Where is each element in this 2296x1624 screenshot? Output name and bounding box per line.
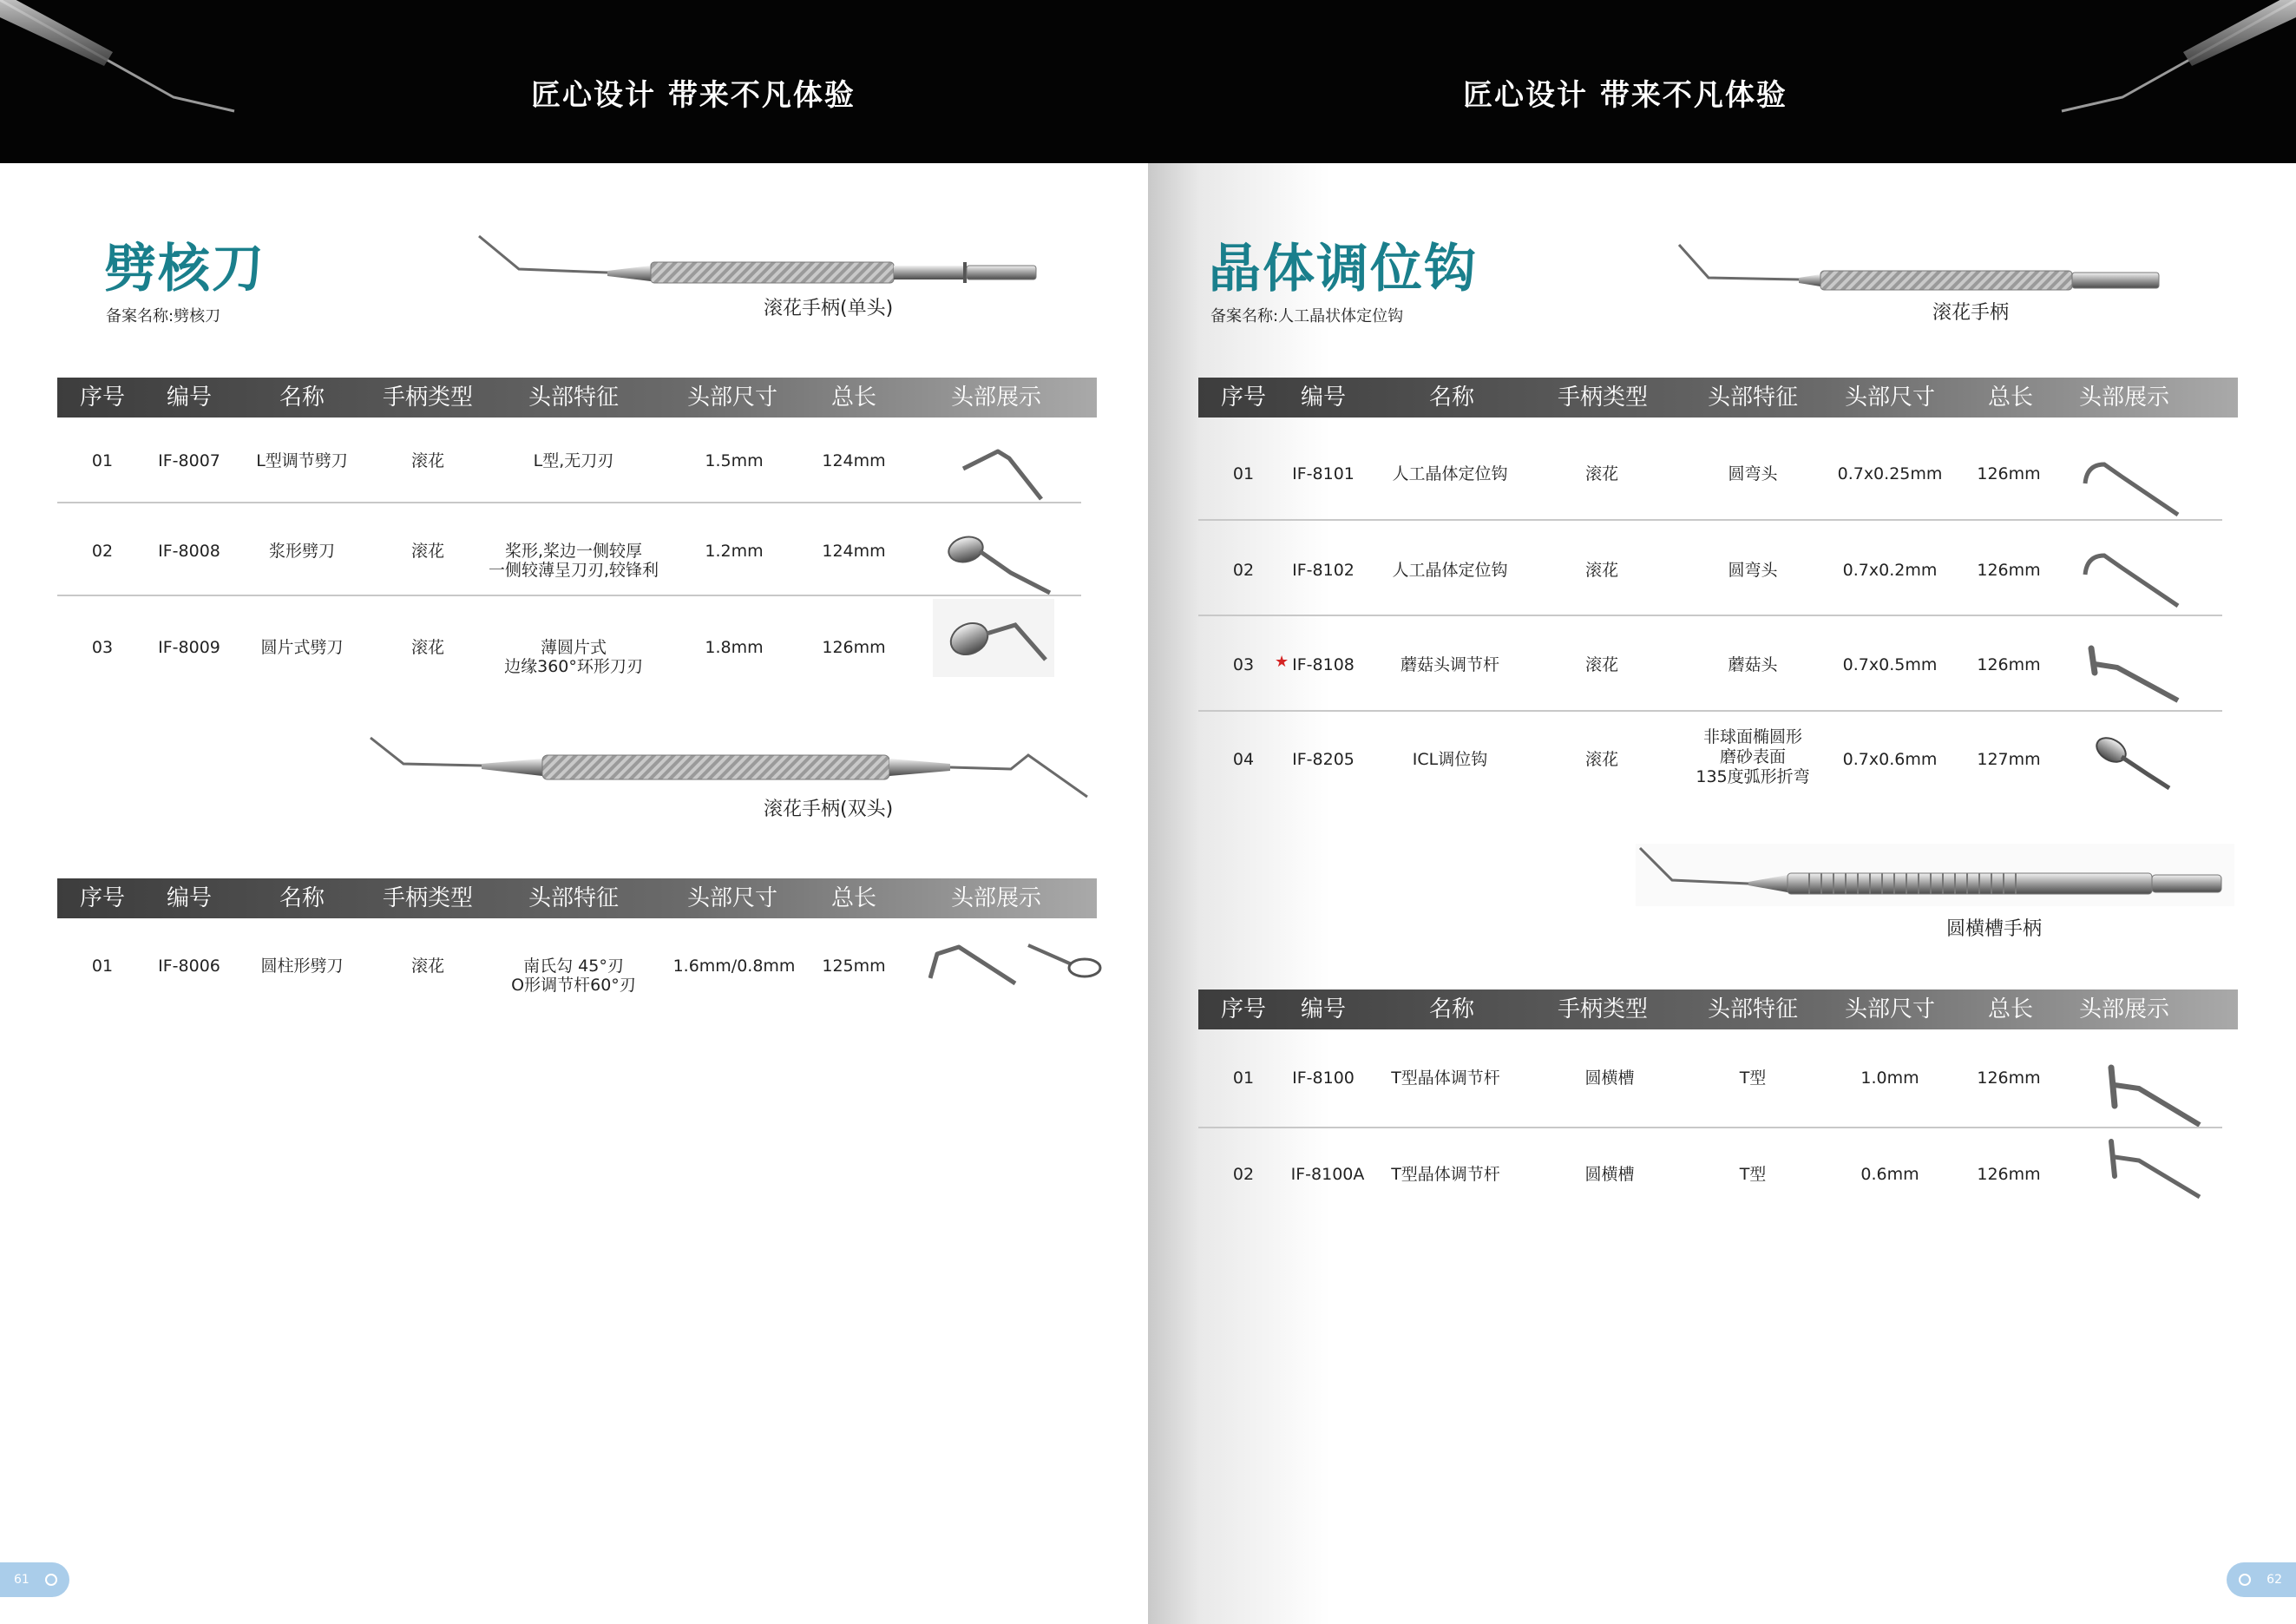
cell-size: 0.7x0.6mm — [1842, 750, 1938, 769]
new-product-star-icon: ★ — [1275, 653, 1289, 671]
page-number-text: 61 — [14, 1573, 30, 1587]
header-feature: 头部特征 — [528, 885, 620, 911]
header-size: 头部尺寸 — [1844, 385, 1936, 411]
cell-size: 0.6mm — [1860, 1165, 1919, 1184]
header-name: 名称 — [279, 385, 325, 411]
cell-handle: 滚花 — [410, 542, 445, 561]
header-seq: 序号 — [79, 885, 126, 911]
cell-name: ICL调位钩 — [1412, 750, 1488, 769]
header-length: 总长 — [1987, 385, 2034, 411]
caption-knurled-single: 滚花手柄(单头) — [764, 298, 894, 319]
cell-length: 126mm — [1977, 1165, 2041, 1184]
header-display: 头部展示 — [950, 885, 1042, 911]
header-handle: 手柄类型 — [1557, 385, 1649, 411]
row-divider — [1198, 710, 2222, 712]
banner-right — [1148, 0, 2296, 163]
cell-name: 人工晶体定位钩 — [1392, 464, 1508, 483]
cell-length: 126mm — [1977, 655, 2041, 674]
banner-title-right: 匠心设计 带来不凡体验 — [1463, 78, 1788, 113]
right-table2-header — [1198, 990, 2238, 1029]
header-name: 名称 — [1428, 385, 1475, 411]
header-display: 头部展示 — [950, 385, 1042, 411]
section-title-right: 晶体调位钩 — [1209, 239, 1478, 299]
cell-feature: 圆弯头 — [1728, 464, 1778, 483]
header-handle: 手柄类型 — [1557, 996, 1649, 1022]
cell-seq: 02 — [91, 542, 114, 561]
banner-instrument-left-icon — [0, 0, 278, 130]
cell-handle: 圆横槽 — [1584, 1165, 1635, 1184]
cell-seq: 02 — [1232, 1165, 1255, 1184]
cell-name: 浆形劈刀 — [268, 542, 336, 561]
cell-feature: T型 — [1739, 1068, 1767, 1088]
row-divider — [1198, 519, 2222, 521]
cell-seq: 01 — [91, 451, 114, 470]
cell-length: 126mm — [1977, 1068, 2041, 1088]
mushroom-tip-image — [2083, 638, 2187, 703]
header-seq: 序号 — [79, 385, 126, 411]
round-bend-tip-image — [2078, 456, 2182, 516]
left-table2-header — [57, 878, 1097, 918]
header-size: 头部尺寸 — [686, 885, 778, 911]
header-length: 总长 — [830, 885, 877, 911]
cell-seq: 01 — [1232, 1068, 1255, 1088]
cell-seq: 04 — [1232, 750, 1255, 769]
cell-feature: 边缘360°环形刀刃 — [504, 657, 643, 676]
header-code: 编号 — [166, 385, 213, 411]
page-number-text: 62 — [2266, 1573, 2282, 1587]
cell-feature: 圆弯头 — [1728, 561, 1778, 580]
header-display: 头部展示 — [2078, 996, 2170, 1022]
header-size: 头部尺寸 — [686, 385, 778, 411]
cell-seq: 02 — [1232, 561, 1255, 580]
cell-code: IF-8009 — [158, 638, 220, 657]
t-type-tip-image — [2104, 1059, 2208, 1128]
cell-size: 1.8mm — [705, 638, 764, 657]
cell-length: 125mm — [822, 957, 886, 976]
page-number-right — [2227, 1562, 2296, 1597]
cell-handle: 滚花 — [410, 451, 445, 470]
cell-name: T型晶体调节杆 — [1391, 1165, 1500, 1184]
cell-size: 1.5mm — [705, 451, 764, 470]
row-divider — [57, 502, 1081, 503]
cell-handle: 滚花 — [410, 957, 445, 976]
header-name: 名称 — [279, 885, 325, 911]
cell-name: 圆片式劈刀 — [260, 638, 344, 657]
round-blade-tip-image — [933, 599, 1054, 677]
cylindrical-tip-image — [928, 942, 1109, 985]
cell-handle: 滚花 — [1584, 655, 1619, 674]
cell-handle: 滚花 — [1584, 561, 1619, 580]
header-feature: 头部特征 — [1707, 996, 1799, 1022]
round-bend-tip-image — [2078, 547, 2182, 608]
cell-name: 蘑菇头调节杆 — [1400, 655, 1500, 674]
t-type-tip-image — [2104, 1133, 2208, 1202]
header-size: 头部尺寸 — [1844, 996, 1936, 1022]
knurled-handle-image — [1677, 241, 2215, 293]
cell-feature: 桨形,桨边一侧较厚 — [504, 542, 643, 561]
cell-size: 1.6mm/0.8mm — [672, 957, 796, 976]
header-display: 头部展示 — [2078, 385, 2170, 411]
cell-seq: 03 — [1232, 655, 1255, 674]
header-code: 编号 — [1300, 996, 1347, 1022]
cell-feature: 磨砂表面 — [1719, 747, 1787, 766]
row-divider — [1198, 1127, 2222, 1128]
cell-feature: 蘑菇头 — [1728, 655, 1778, 674]
l-type-tip-image — [959, 443, 1046, 503]
cell-code: IF-8205 — [1292, 750, 1355, 769]
cell-code: IF-8008 — [158, 542, 220, 561]
cell-length: 126mm — [1977, 464, 2041, 483]
cell-name: L型调节劈刀 — [256, 451, 348, 470]
cell-feature: O形调节杆60°刃 — [511, 976, 636, 995]
header-name: 名称 — [1428, 996, 1475, 1022]
cell-length: 126mm — [1977, 561, 2041, 580]
cell-feature: L型,无刀刃 — [533, 451, 614, 470]
banner-left — [0, 0, 1148, 163]
cell-length: 127mm — [1977, 750, 2041, 769]
banner-instrument-right-icon — [2018, 0, 2296, 130]
cell-code: IF-8108 — [1292, 655, 1355, 674]
cell-handle: 圆横槽 — [1584, 1068, 1635, 1088]
caption-grooved: 圆横槽手柄 — [1946, 918, 2043, 940]
page-badge-icon — [2239, 1574, 2251, 1586]
icl-hook-tip-image — [2087, 729, 2174, 790]
header-length: 总长 — [830, 385, 877, 411]
page-number-left — [0, 1562, 69, 1597]
page-badge-icon — [45, 1574, 57, 1586]
cell-feature: 薄圆片式 — [540, 638, 607, 657]
cell-code: IF-8100 — [1292, 1068, 1355, 1088]
header-handle: 手柄类型 — [382, 885, 474, 911]
cell-code: IF-8102 — [1292, 561, 1355, 580]
header-seq: 序号 — [1220, 385, 1267, 411]
cell-size: 0.7x0.25mm — [1837, 464, 1943, 483]
cell-code: IF-8100A — [1290, 1165, 1365, 1184]
caption-knurled-double: 滚花手柄(双头) — [764, 799, 894, 820]
header-code: 编号 — [1300, 385, 1347, 411]
cell-feature: 135度弧形折弯 — [1696, 767, 1810, 786]
cell-name: 圆柱形劈刀 — [260, 957, 344, 976]
paddle-tip-image — [941, 525, 1054, 595]
cell-name: 人工晶体定位钩 — [1392, 561, 1508, 580]
knurled-double-handle-image — [369, 729, 1089, 799]
header-seq: 序号 — [1220, 996, 1267, 1022]
right-table1-header — [1198, 378, 2238, 418]
cell-feature: 非球面椭圆形 — [1702, 727, 1803, 746]
cell-size: 0.7x0.2mm — [1842, 561, 1938, 580]
row-divider — [57, 595, 1081, 596]
cell-feature: 一侧较薄呈刀刃,较锋利 — [488, 561, 659, 580]
caption-knurled-right: 滚花手柄 — [1932, 302, 2010, 324]
section-title-left: 劈核刀 — [104, 239, 266, 299]
header-handle: 手柄类型 — [382, 385, 474, 411]
cell-code: IF-8007 — [158, 451, 220, 470]
cell-handle: 滚花 — [1584, 464, 1619, 483]
record-name-left: 备案名称:劈核刀 — [106, 307, 221, 325]
header-code: 编号 — [166, 885, 213, 911]
cell-seq: 01 — [1232, 464, 1255, 483]
cell-handle: 滚花 — [1584, 750, 1619, 769]
cell-length: 126mm — [822, 638, 886, 657]
header-length: 总长 — [1987, 996, 2034, 1022]
cell-length: 124mm — [822, 451, 886, 470]
cell-length: 124mm — [822, 542, 886, 561]
cell-seq: 01 — [91, 957, 114, 976]
record-name-right: 备案名称:人工晶状体定位钩 — [1210, 307, 1404, 325]
cell-feature: 南氏勾 45°刃 — [523, 957, 624, 976]
banner-title-left: 匠心设计 带来不凡体验 — [531, 78, 856, 113]
cell-code: IF-8006 — [158, 957, 220, 976]
cell-size: 1.0mm — [1860, 1068, 1919, 1088]
header-feature: 头部特征 — [528, 385, 620, 411]
cell-name: T型晶体调节杆 — [1391, 1068, 1500, 1088]
row-divider — [1198, 615, 2222, 616]
left-table1-header — [57, 378, 1097, 418]
cell-size: 0.7x0.5mm — [1842, 655, 1938, 674]
knurled-single-handle-image — [477, 227, 1085, 288]
cell-code: IF-8101 — [1292, 464, 1355, 483]
cell-seq: 03 — [91, 638, 114, 657]
header-feature: 头部特征 — [1707, 385, 1799, 411]
cell-feature: T型 — [1739, 1165, 1767, 1184]
cell-size: 1.2mm — [705, 542, 764, 561]
grooved-handle-image — [1636, 844, 2234, 906]
cell-handle: 滚花 — [410, 638, 445, 657]
